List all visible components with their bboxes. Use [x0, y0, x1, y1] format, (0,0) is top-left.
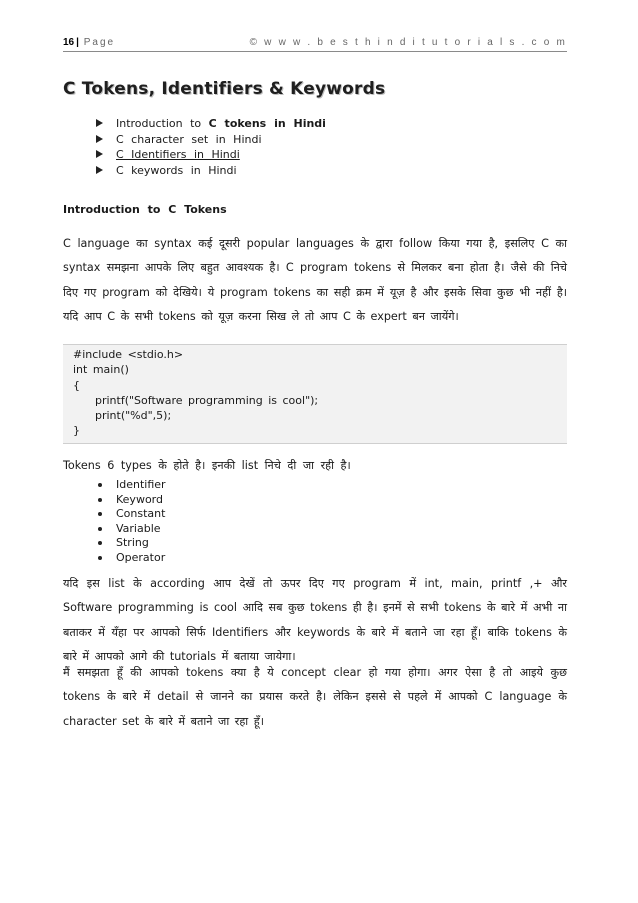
code-line: {	[73, 378, 80, 392]
code-line: printf("Software programming is cool");	[73, 393, 319, 407]
code-block	[63, 344, 567, 444]
bullet-icon	[98, 483, 102, 487]
list-item: String	[96, 536, 166, 551]
code-line: }	[73, 424, 80, 438]
bullet-icon	[98, 498, 102, 502]
site-copyright: © w w w . b e s t h i n d i t u t o r i a l s . c o m	[249, 37, 567, 48]
page-number-label: 16 | Page	[63, 37, 116, 48]
arrow-bullet-icon	[96, 135, 103, 143]
toc-item: Introduction to C tokens in Hindi	[96, 116, 326, 132]
toc-item: C character set in Hindi	[96, 132, 326, 148]
list-item: Keyword	[96, 493, 166, 508]
token-types-list	[96, 478, 166, 566]
toc-item[interactable]	[96, 147, 326, 163]
code-line: int main()	[73, 363, 129, 377]
toc-link-identifiers[interactable]: C Identifiers in Hindi	[116, 148, 240, 162]
list-item: Constant	[96, 507, 166, 522]
list-item: Identifier	[96, 478, 166, 493]
code-line: #include <stdio.h>	[73, 348, 184, 361]
intro-paragraph: C language का syntax कई दूसरी popular languages के द्वारा follow किया गया है, इसलिए C का syntax समझना आपके लिए बहुत आवश्यक है। C program tokens से मिलकर बना होता है। जैसे की निचे दिए गए program को देखिये। ये program tokens का सही क्रम में यूज़ है और इसके सिवा कुछ भी नहीं है। यदि आप C के सभी tokens को यूज़ करना सिख ले तो आप C के expert बन जायेंगे।	[63, 237, 567, 323]
toc-item: C keywords in Hindi	[96, 163, 326, 179]
page-title: C Tokens, Identifiers & Keywords	[63, 79, 386, 99]
tokens-explanation-paragraph: यदि इस list के according आप देखें तो ऊपर दिए गए program में int, main, printf ,+ और Software programming is cool आदि सब कुछ tokens ही है। इनमें से सभी tokens के बारे में अभी ना बताकर में यँहा पर आपको सिर्फ Identifiers और keywords के बारे में बताने जा रहा हूँ। बाकि tokens के बारे में आपको आगे की tutorials में बताया जायेगा।	[63, 577, 567, 663]
code-line: print("%d",5);	[73, 409, 172, 423]
list-item: Variable	[96, 522, 166, 537]
arrow-bullet-icon	[96, 166, 103, 174]
list-item: Operator	[96, 551, 166, 566]
arrow-bullet-icon	[96, 119, 103, 127]
bullet-icon	[98, 541, 102, 545]
table-of-contents	[96, 116, 326, 179]
bullet-icon	[98, 512, 102, 516]
tokens-intro-line: Tokens 6 types के होते है। इनकी list निचे दी जा रही है।	[63, 459, 351, 472]
bullet-icon	[98, 527, 102, 531]
header-divider	[63, 51, 567, 52]
concept-paragraph: मैं समझता हूँ की आपको tokens क्या है ये concept clear हो गया होगा। अगर ऐसा है तो आइये कुछ tokens के बारे में detail से जानने का प्रयास करते है। लेकिन इससे से पहले में आपको C language के character set के बारे में बताने जा रहा हूँ।	[63, 666, 567, 728]
arrow-bullet-icon	[96, 150, 103, 158]
section-heading: Introduction to C Tokens	[63, 203, 227, 216]
bullet-icon	[98, 556, 102, 560]
page-header	[63, 37, 567, 51]
